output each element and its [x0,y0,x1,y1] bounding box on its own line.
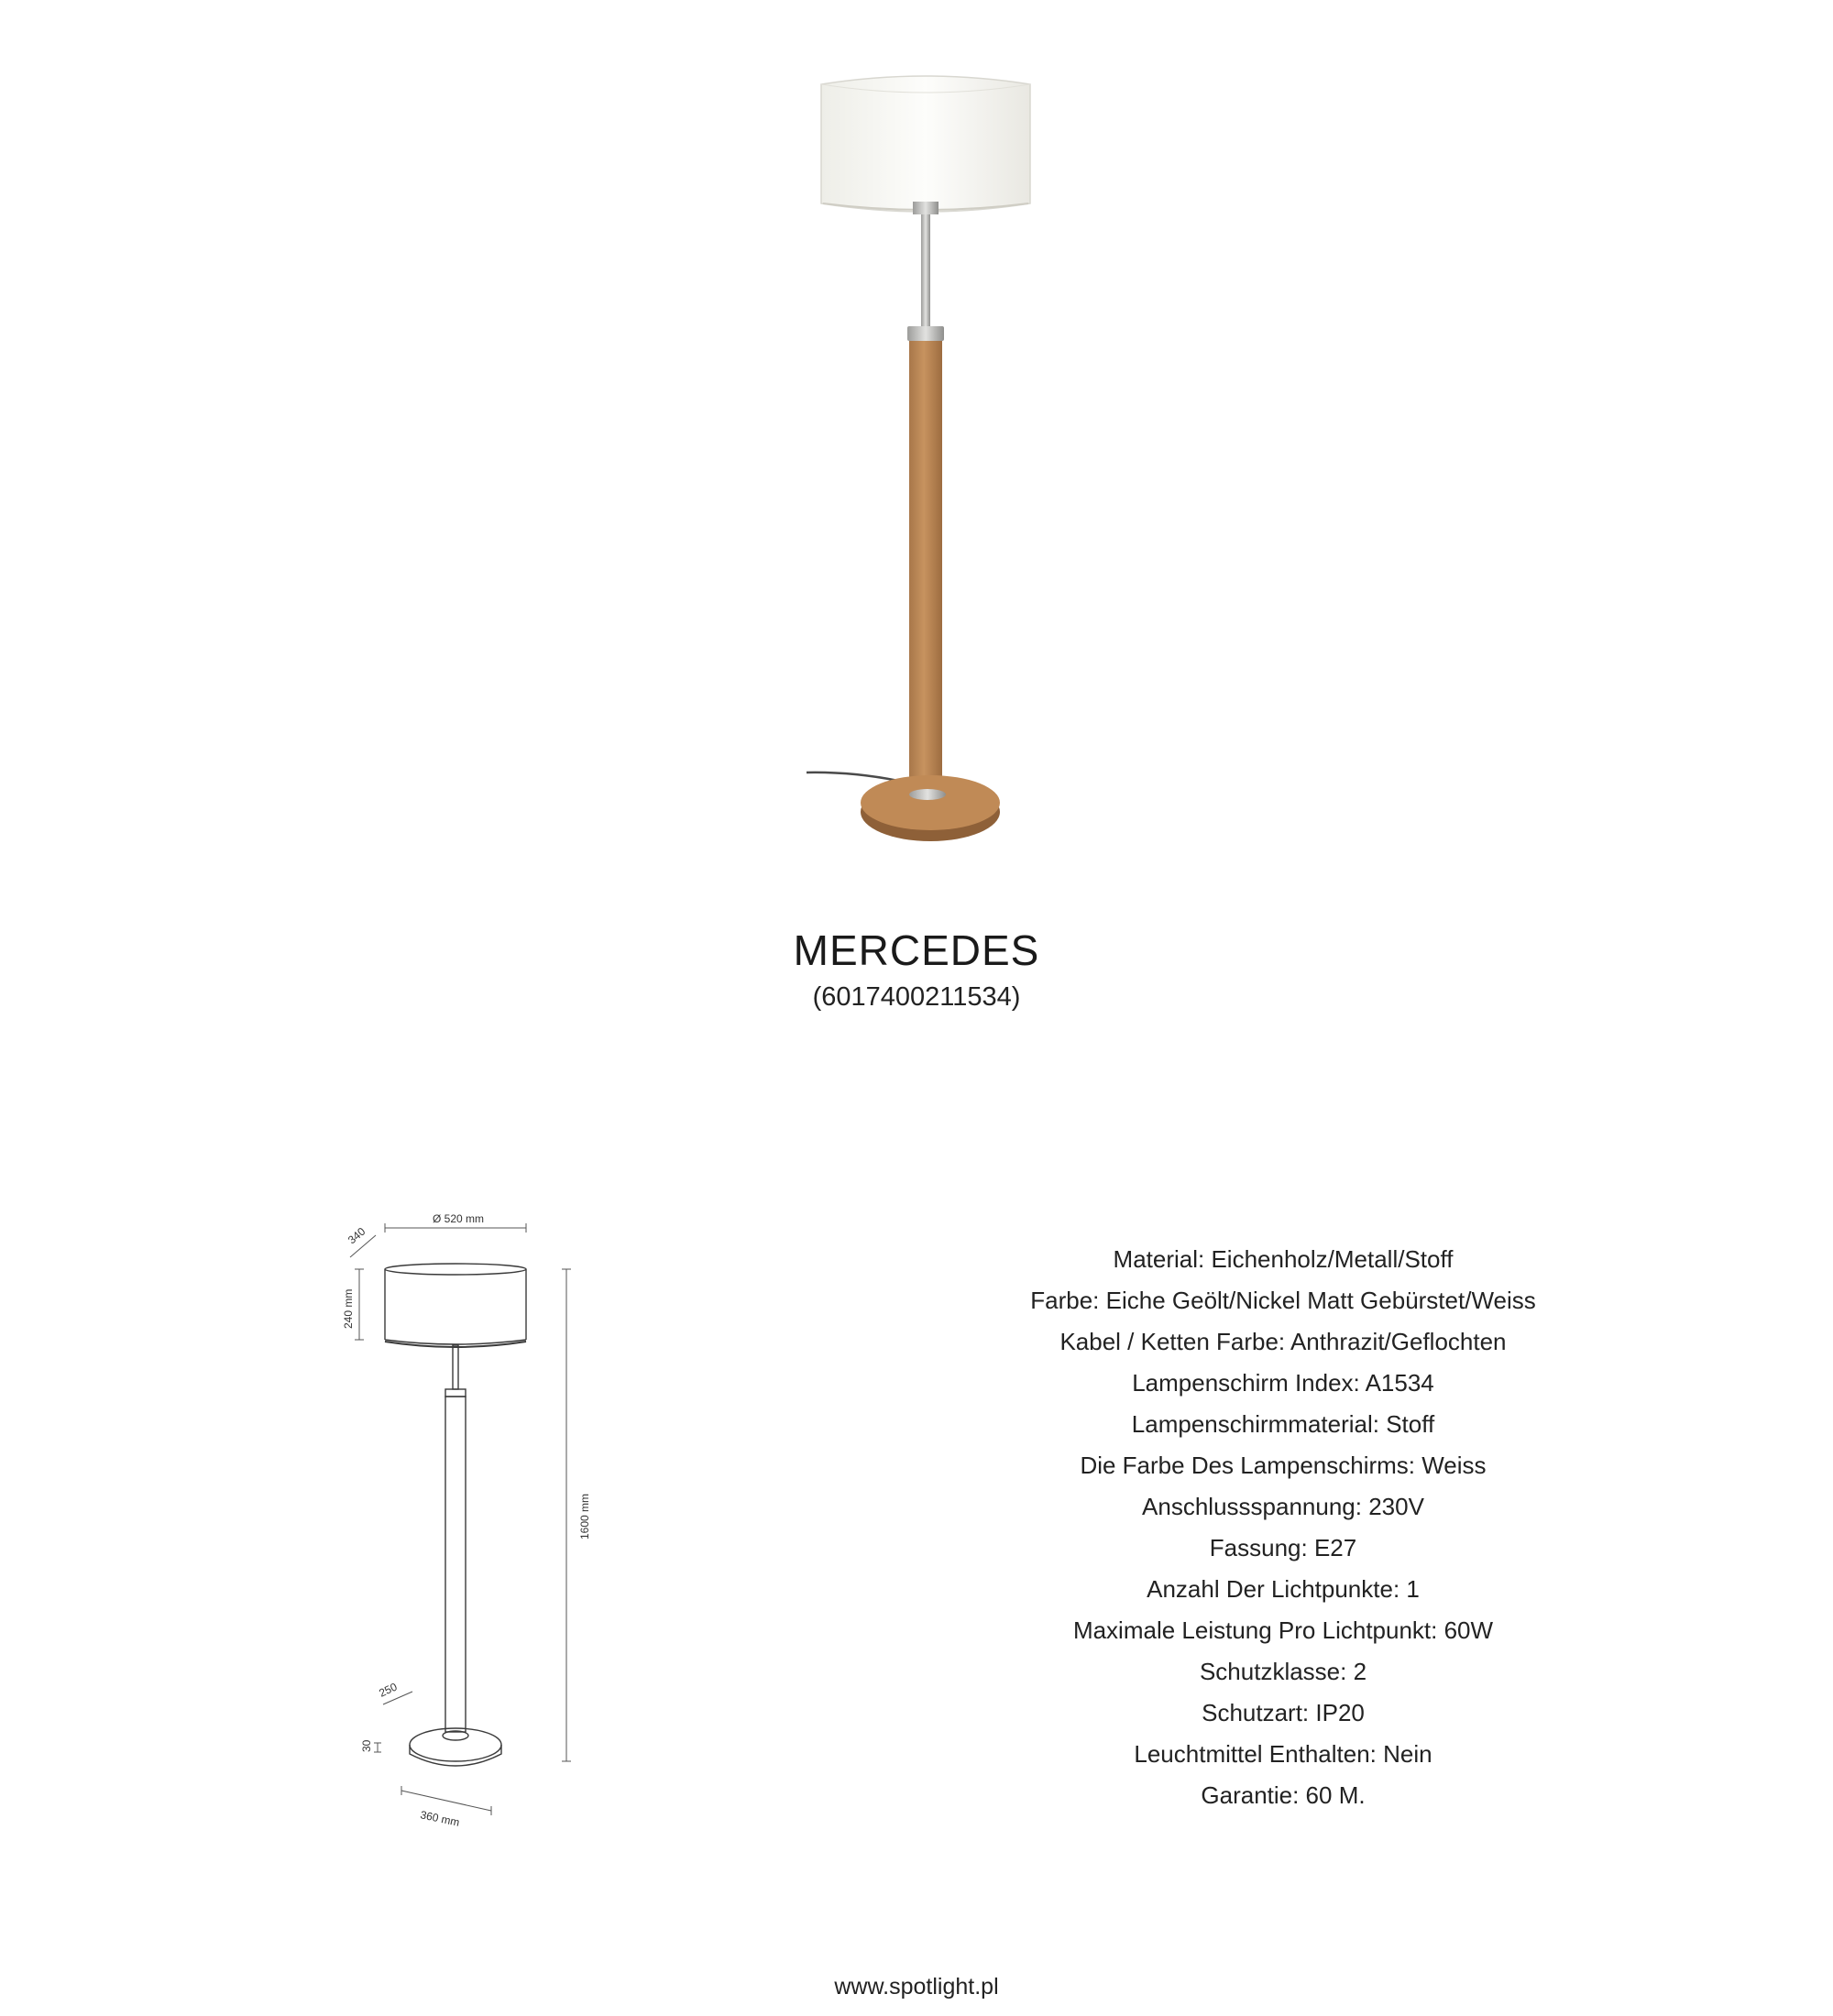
dim-top-width: Ø 520 mm [433,1212,485,1225]
dim-base-thickness: 30 [360,1739,373,1752]
lamp-rod [907,202,944,341]
spec-item: Anzahl Der Lichtpunkte: 1 [1147,1575,1420,1603]
lamp-cable [807,772,898,781]
lamp-base [861,775,1000,841]
product-photo [788,73,1063,861]
spec-item: Kabel / Ketten Farbe: Anthrazit/Geflochten [1059,1328,1507,1355]
lamp-shade [821,76,1030,212]
spec-item: Maximale Leistung Pro Lichtpunkt: 60W [1072,1616,1494,1644]
dim-base-depth: 250 [377,1680,400,1700]
spec-item: Leuchtmittel Enthalten: Nein [1134,1740,1432,1768]
product-code: (6017400211534) [812,982,1021,1012]
spec-item: Lampenschirm Index: A1534 [1132,1369,1434,1397]
dim-shade-height: 240 mm [342,1288,355,1329]
spec-item: Farbe: Eiche Geölt/Nickel Matt Gebürstet/Weiss [1030,1287,1536,1314]
dim-total-height: 1600 mm [578,1493,591,1539]
spec-item: Material: Eichenholz/Metall/Stoff [1113,1245,1454,1273]
footer-website: www.spotlight.pl [834,1974,999,2000]
lamp-column [909,341,942,790]
spec-item: Schutzart: IP20 [1202,1699,1365,1726]
dim-base-width: 360 mm [419,1808,461,1829]
spec-list [916,1239,1650,1816]
spec-item: Lampenschirmmaterial: Stoff [1131,1410,1435,1438]
spec-item: Anschlussspannung: 230V [1142,1493,1424,1520]
spec-item: Schutzklasse: 2 [1199,1658,1367,1685]
product-title: MERCEDES [793,926,1040,974]
spec-item: Fassung: E27 [1209,1534,1357,1561]
spec-item: Die Farbe Des Lampenschirms: Weiss [1080,1452,1487,1479]
spec-item: Garantie: 60 M. [1201,1781,1366,1809]
dim-depth-top: 340 [345,1224,368,1247]
dimension-drawing [330,1191,623,1833]
